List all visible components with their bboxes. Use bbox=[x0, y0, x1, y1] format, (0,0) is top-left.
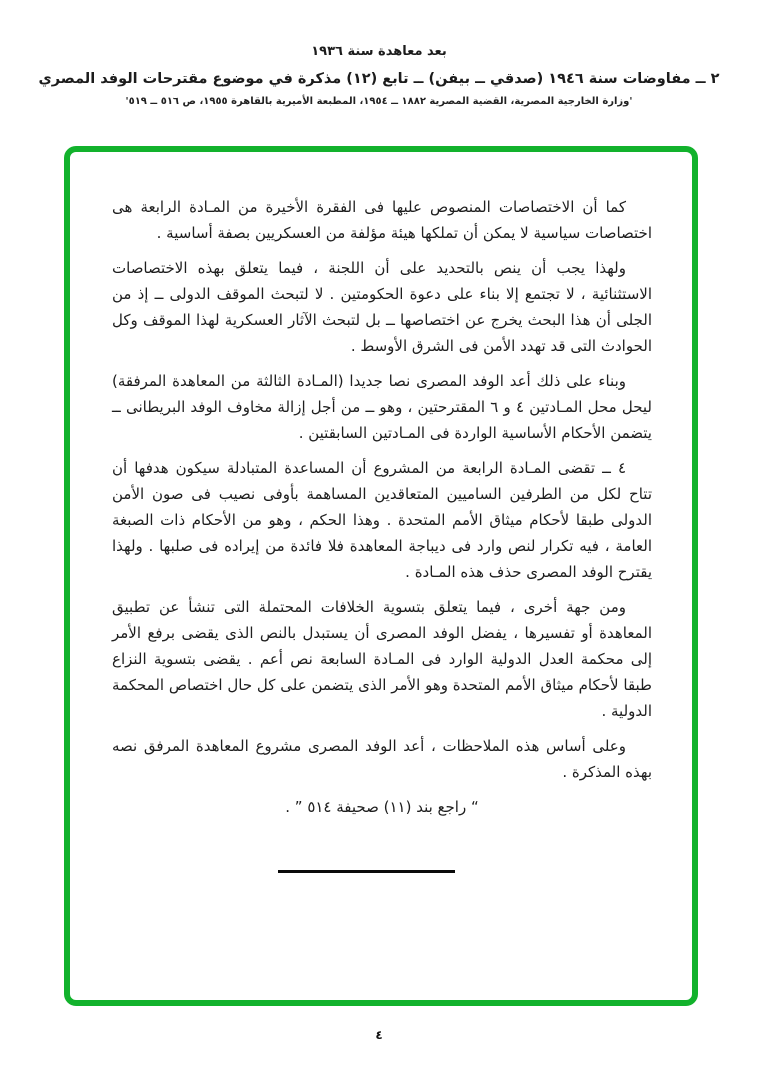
paragraph: وعلى أساس هذه الملاحظات ، أعد الوفد المصرى مشروع المعاهدة المرفق نصه بهذه المذكرة . bbox=[112, 737, 652, 781]
page-number: ٤ bbox=[375, 1028, 383, 1042]
separator-rule bbox=[278, 870, 455, 873]
header-treaty-date: بعد معاهدة سنة ١٩٣٦ bbox=[311, 44, 447, 59]
paragraph: ولهذا يجب أن ينص بالتحديد على أن اللجنة ، فيما يتعلق بهذه الاختصاصات الاستثنائية ، لا تجتمع إلا بناء على دعوة الحكومتين . لا لتبحث الموقف الدولى ــ إذ من الجلى أن هذا البحث يخرج عن اختصاصها ــ بل لتبحث الآثار العسكرية لهذا الموقف وكل الحوادث التى قد تهدد الأمن فى الشرق الأوسط . bbox=[112, 259, 652, 355]
document-body bbox=[70, 152, 692, 873]
paragraph: وبناء على ذلك أعد الوفد المصرى نصا جديدا (المـادة الثالثة من المعاهدة المرفقة) ليحل محل المـادتين ٤ و ٦ المقترحتين ، وهو ــ من أجل إزالة مخاوف الوفد البريطانى ــ يتضمن الأحكام الأساسية الواردة فى المـادتين السابقتين . bbox=[112, 372, 652, 442]
page-header bbox=[0, 44, 758, 107]
green-frame bbox=[64, 146, 698, 1006]
reference-note: “ راجع بند (١١) صحيفة ٥١٤ ” . bbox=[285, 798, 479, 816]
header-document-title: ٢ ــ مفاوضات سنة ١٩٤٦ (صدقي ــ بيفن) ــ تابع (١٢) مذكرة في موضوع مقترحات الوفد المصري bbox=[38, 71, 720, 87]
paragraph: ومن جهة أخرى ، فيما يتعلق بتسوية الخلافات المحتملة التى تنشأ عن تطبيق المعاهدة أو تفسيرها ، يفضل الوفد المصرى أن يستبدل بالنص الذى يقضى برفع الأمر إلى محكمة العدل الدولية الوارد فى المـادة السابعة نص أعم . يقضى بتسوية النزاع طبقا لأحكام ميثاق الأمم المتحدة وهو الأمر الذى يتضمن على كل حال اختصاص المحكمة الدولية . bbox=[112, 598, 652, 720]
paragraph: كما أن الاختصاصات المنصوص عليها فى الفقرة الأخيرة من المـادة الرابعة هى اختصاصات سياسية لا يمكن أن تملكها هيئة مؤلفة من العسكريين بصفة أساسية . bbox=[112, 198, 652, 242]
header-source-citation: 'وزارة الخارجية المصرية، القضية المصرية ١٨٨٢ ــ ١٩٥٤، المطبعة الأميرية بالقاهرة ١٩٥٥، ص ٥١٦ ــ ٥١٩' bbox=[125, 96, 633, 107]
paragraph: ٤ ــ تقضى المـادة الرابعة من المشروع أن المساعدة المتبادلة سيكون هدفها أن تتاح لكل من الطرفين الساميين المتعاقدين المساهمة بأوفى نصيب فى صون الأمن الدولى طبقا لأحكام ميثاق الأمم المتحدة . وهذا الحكم ، وهو من الأحكام ذات الصبغة العامة ، فيه تكرار لنص وارد فى ديباجة المعاهدة فلا فائدة من إيراده فى صلبها . ولهذا يقترح الوفد المصرى حذف هذه المـادة . bbox=[112, 459, 652, 581]
